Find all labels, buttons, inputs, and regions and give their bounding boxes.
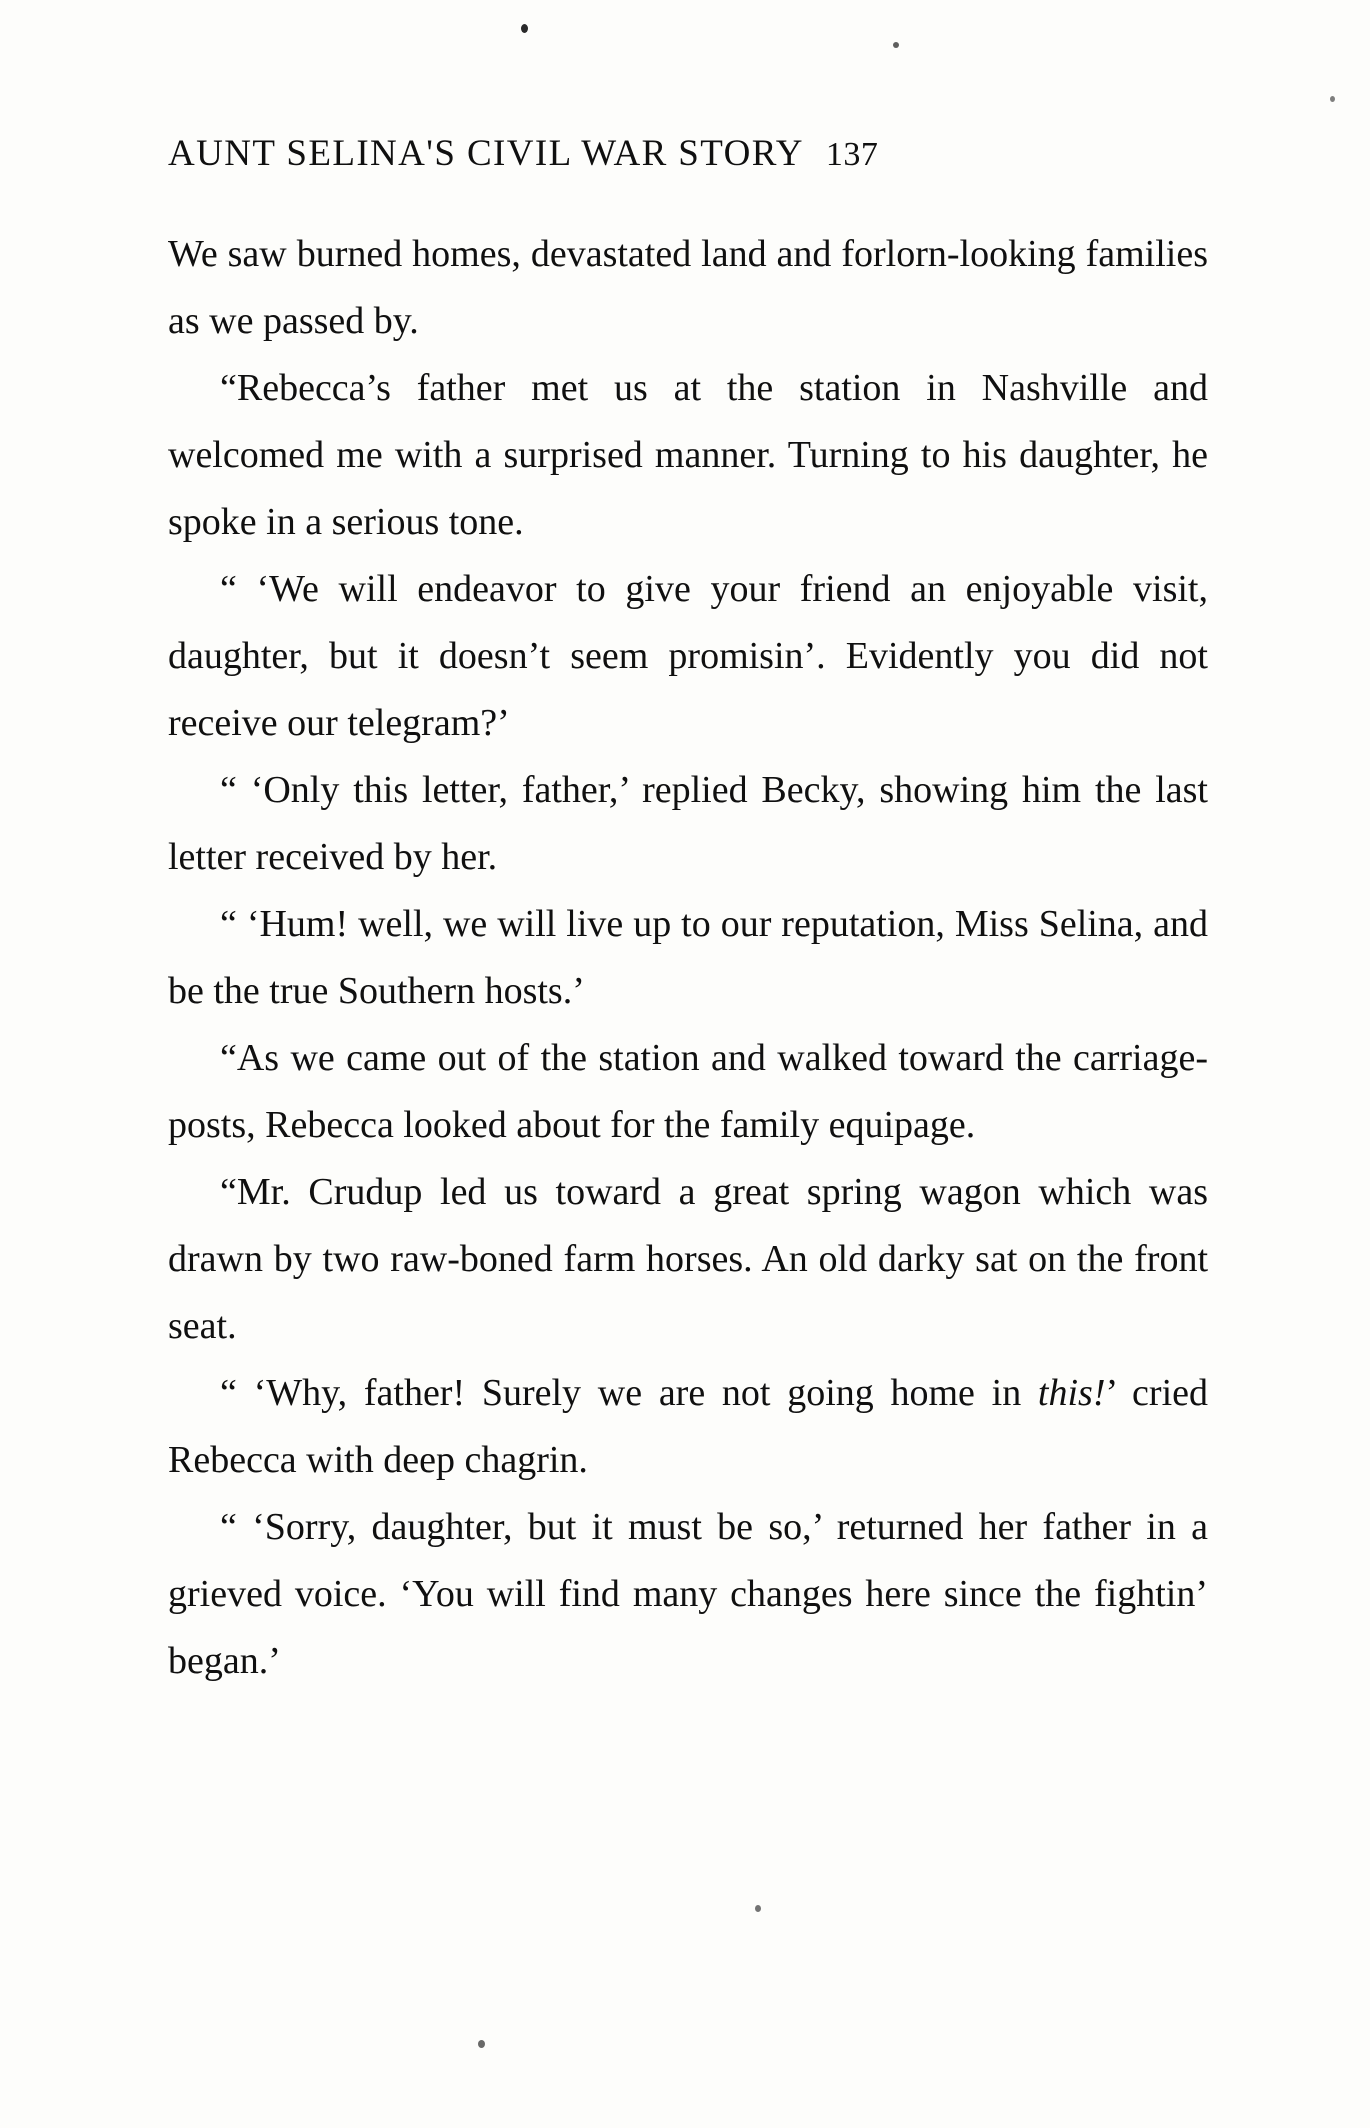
scan-speck-icon — [521, 24, 528, 33]
paragraph: “ ‘Only this letter, father,’ replied Becky, showing him the last letter received by her. — [168, 769, 1208, 878]
body-text — [168, 221, 1208, 1695]
paragraph: We saw burned homes, devastated land and forlorn-looking families as we passed by. — [168, 233, 1208, 342]
paragraph: “ ‘Sorry, daughter, but it must be so,’ returned her father in a grieved voice. ‘You will find many changes here since the fightin’ began.’ — [168, 1506, 1208, 1682]
running-head-title: AUNT SELINA'S CIVIL WAR STORY — [168, 133, 804, 174]
scan-speck-icon — [755, 1905, 761, 1912]
scan-speck-icon — [893, 42, 899, 48]
paragraph: “Rebecca’s father met us at the station in Nashville and welcomed me with a surprised manner. Turning to his daughter, he spoke in a serious tone. — [168, 367, 1208, 543]
page-content — [168, 132, 1208, 1695]
paragraph: “ ‘We will endeavor to give your friend an enjoyable visit, daughter, but it doesn’t seem promisin’. Evidently you did not receive our telegram?’ — [168, 568, 1208, 744]
scan-speck-icon — [478, 2040, 485, 2048]
paragraph: “ ‘Why, father! Surely we are not going home in this!’ cried Rebecca with deep chagrin. — [168, 1372, 1208, 1481]
running-head — [168, 132, 1208, 175]
paragraph: “ ‘Hum! well, we will live up to our reputation, Miss Selina, and be the true Southern hosts.’ — [168, 903, 1208, 1012]
page-number: 137 — [825, 136, 879, 173]
paragraph: “As we came out of the station and walked toward the carriage-posts, Rebecca looked about for the family equipage. — [168, 1037, 1208, 1146]
paragraph: “Mr. Crudup led us toward a great spring wagon which was drawn by two raw-boned farm horses. An old darky sat on the front seat. — [168, 1171, 1208, 1347]
scan-speck-icon — [1330, 96, 1335, 102]
